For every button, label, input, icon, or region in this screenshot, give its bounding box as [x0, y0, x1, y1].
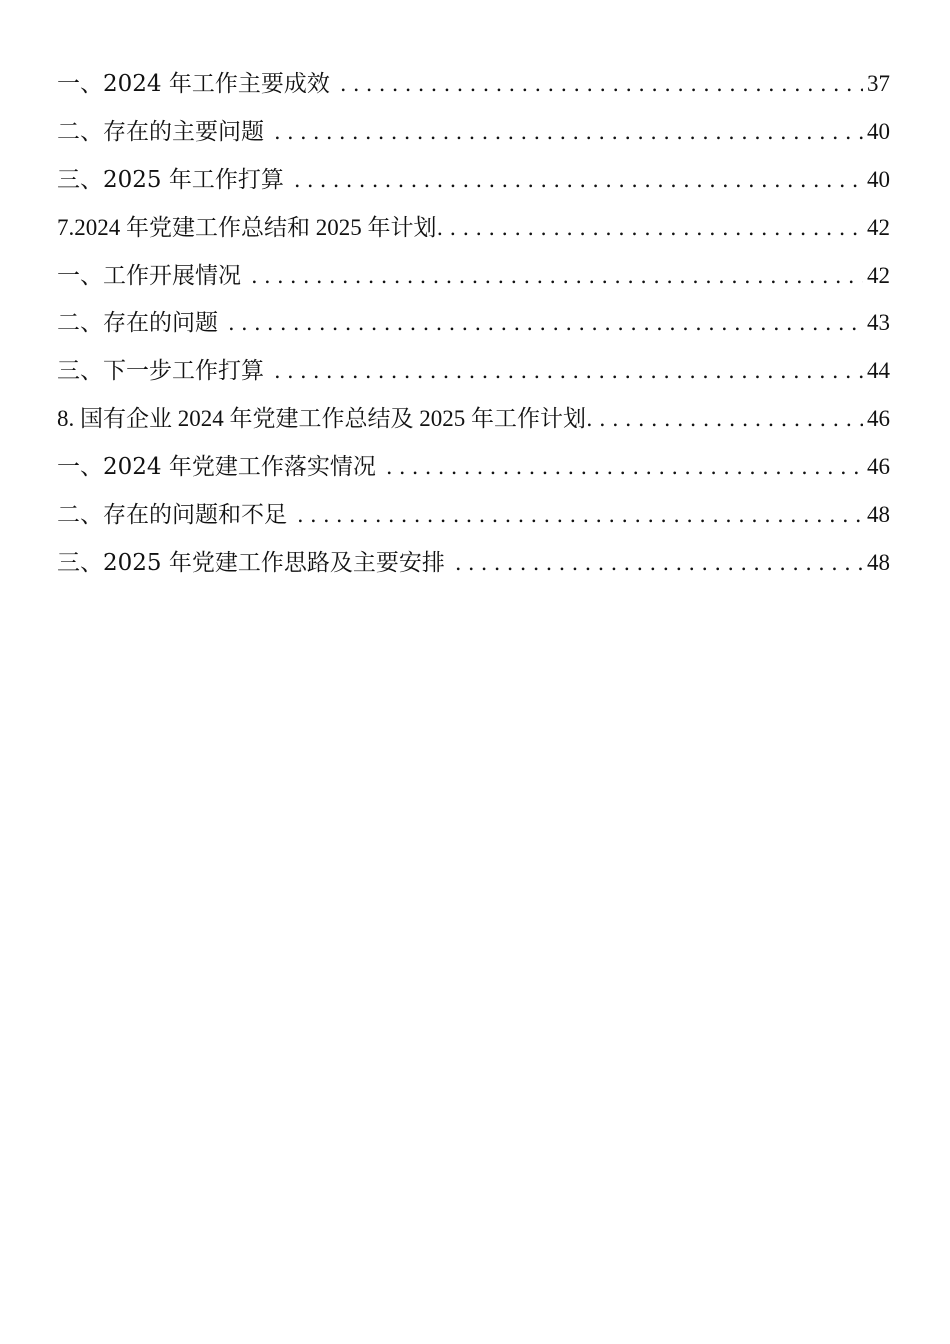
toc-entry-title: 一、工作开展情况 [57, 262, 241, 289]
toc-entry[interactable] [57, 299, 890, 347]
toc-entry[interactable] [57, 156, 890, 204]
toc-page-number: 37 [867, 71, 890, 96]
toc-entry-title: 二、存在的问题和不足 [57, 502, 287, 529]
table-of-contents [57, 60, 890, 587]
toc-entry[interactable] [57, 443, 890, 491]
toc-leader-dots [386, 444, 863, 492]
toc-page-number: 48 [867, 502, 890, 528]
toc-entry-title: 三、下一步工作打算 [57, 358, 264, 385]
toc-leader-dots [294, 157, 863, 205]
toc-entry[interactable] [57, 347, 890, 395]
toc-entry[interactable] [57, 252, 890, 300]
toc-entry-title: 8. 国有企业 2024 年党建工作总结及 2025 年工作计划 [57, 406, 586, 432]
toc-entry[interactable] [57, 491, 890, 539]
toc-entry-title: 7.2024 年党建工作总结和 2025 年计划 [57, 214, 437, 240]
toc-entry-title: 二、存在的问题 [57, 310, 218, 337]
toc-entry-title: 二、存在的主要问题 [57, 118, 264, 145]
toc-leader-dots [274, 109, 863, 157]
toc-entry[interactable] [57, 60, 890, 108]
toc-page-number: 42 [867, 262, 890, 288]
toc-leader-dots [297, 492, 863, 540]
toc-leader-dots [228, 300, 863, 348]
toc-leader-dots [274, 348, 863, 396]
toc-leader-dots [586, 396, 863, 444]
toc-page-number: 40 [867, 166, 890, 192]
toc-page-number: 43 [867, 310, 890, 336]
toc-page-number: 40 [867, 118, 890, 144]
toc-entry-title: 三、2025 年工作打算 [57, 166, 284, 193]
toc-page-number: 46 [867, 454, 890, 480]
toc-page-number: 48 [867, 549, 890, 575]
toc-entry-title: 一、2024 年党建工作落实情况 [57, 454, 376, 481]
toc-entry-title: 一、2024 年工作主要成效 [57, 71, 330, 97]
toc-page-number: 44 [867, 358, 890, 384]
toc-page-number: 46 [867, 406, 890, 432]
toc-entry-title: 三、2025 年党建工作思路及主要安排 [57, 549, 445, 576]
toc-leader-dots [251, 253, 863, 301]
toc-entry[interactable] [57, 395, 890, 443]
toc-entry[interactable] [57, 539, 890, 587]
toc-entry[interactable] [57, 108, 890, 156]
toc-leader-dots [455, 540, 863, 588]
toc-leader-dots [340, 61, 863, 109]
toc-leader-dots [437, 205, 864, 253]
toc-entry[interactable] [57, 204, 890, 252]
toc-page-number: 42 [867, 214, 890, 240]
